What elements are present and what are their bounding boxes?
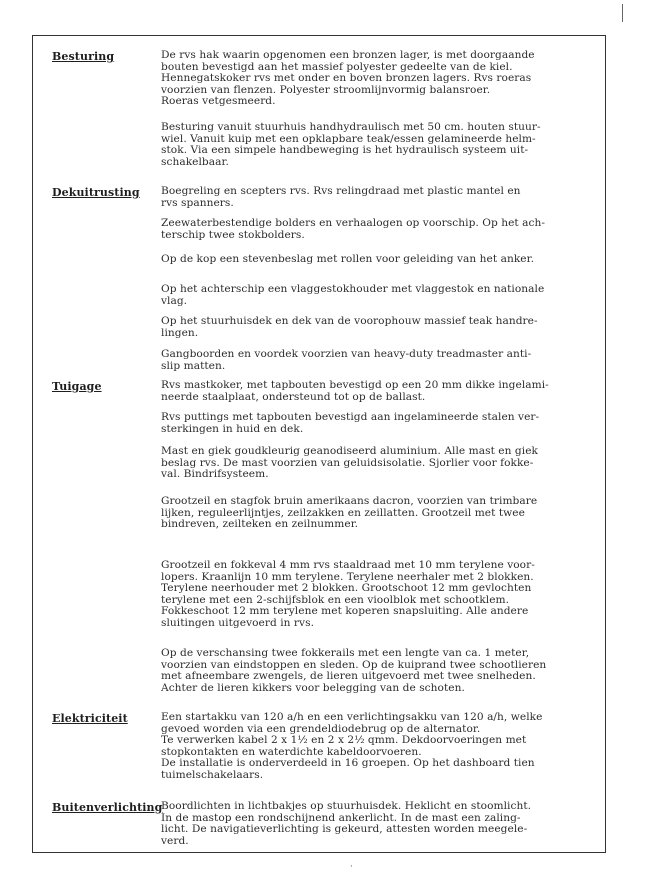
paragraph: Boegreling en scepters rvs. Rvs relingdraad met plastic mantel en rvs spanners.	[161, 185, 521, 209]
section-heading: Tuigage	[52, 380, 102, 393]
section-heading: Besturing	[52, 50, 115, 63]
paragraph: Op de verschansing twee fokkerails met een lengte van ca. 1 meter, voorzien van eindstoppen en sleden. Op de kuiprand twee schootlieren met afneembare zwengels, de lieren uitgevoerd met twee snelheden. Achter de lieren kikkers voor belegging van de schoten.	[161, 647, 547, 694]
paragraph: De rvs hak waarin opgenomen een bronzen lager, is met doorgaande bouten bevestigd aan het massief polyester gedeelte van de kiel. Hennegatskoker rvs met onder en boven bronzen lagers. Rvs roeras voorzien van flenzen. Polyester stroomlijnvormig balansroer. Roeras vetgesmeerd.	[161, 49, 535, 107]
section-heading: Buitenverlichting	[52, 801, 163, 814]
paragraph: Rvs puttings met tapbouten bevestigd aan ingelamineerde stalen ver- sterkingen in huid en dek.	[161, 411, 540, 435]
paragraph: Op het achterschip een vlaggestokhouder met vlaggestok en nationale vlag.	[161, 283, 545, 307]
paragraph: Gangboorden en voordek voorzien van heavy-duty treadmaster anti- slip matten.	[161, 348, 532, 372]
section-heading: Dekuitrusting	[52, 186, 140, 199]
document-frame	[32, 35, 606, 853]
paragraph: Boordlichten in lichtbakjes op stuurhuisdek. Heklicht en stoomlicht. In de mastop een rondschijnend ankerlicht. In de mast een zaling- licht. De navigatieverlichting is gekeurd, attesten worden meegele- verd.	[161, 800, 532, 847]
paragraph: Grootzeil en stagfok bruin amerikaans dacron, voorzien van trimbare lijken, reguleerlijntjes, zeilzakken en zeillatten. Grootzeil met twee bindreven, zeilteken en zeilnummer.	[161, 495, 538, 530]
scan-dot: ·	[350, 862, 353, 872]
paragraph: Grootzeil en fokkeval 4 mm rvs staaldraad met 10 mm terylene voor- lopers. Kraanlijn 10 mm terylene. Terylene neerhaler met 2 blokken. Terylene neerhouder met 2 blokken. Grootschoot 12 mm gevlochten terylene met een 2-schijfsblok en een vioolblok met schootklem. Fokkeschoot 12 mm terylene met koperen snapsluiting. Alle andere sluitingen uitgevoerd in rvs.	[161, 559, 535, 629]
paragraph: Mast en giek goudkleurig geanodiseerd aluminium. Alle mast en giek beslag rvs. De mast voorzien van geluidsisolatie. Sjorlier voor fokke- val. Bindrifsysteem.	[161, 445, 538, 480]
paragraph: Een startakku van 120 a/h en een verlichtingsakku van 120 a/h, welke gevoed worden via een grendeldiodebrug op de alternator. Te verwerken kabel 2 x 1½ en 2 x 2½ qmm. Dekdoorvoeringen met stopkontakten en waterdichte kabeldoorvoeren. De installatie is onderverdeeld in 16 groepen. Op het dashboard tien tuimelschakelaars.	[161, 711, 543, 781]
paragraph: Rvs mastkoker, met tapbouten bevestigd op een 20 mm dikke ingelami- neerde staalplaat, ondersteund tot op de ballast.	[161, 379, 549, 403]
paragraph: Besturing vanuit stuurhuis handhydraulisch met 50 cm. houten stuur- wiel. Vanuit kuip met een opklapbare teak/essen gelamineerde helm- stok. Via een simpele handbeweging is het hydraulisch systeem uit- schakelbaar.	[161, 121, 541, 168]
paragraph: Zeewaterbestendige bolders en verhaalogen op voorschip. Op het ach- terschip twee stokbolders.	[161, 217, 545, 241]
paragraph: Op de kop een stevenbeslag met rollen voor geleiding van het anker.	[161, 253, 534, 265]
paragraph: Op het stuurhuisdek en dek van de voorophouw massief teak handre- lingen.	[161, 315, 538, 339]
section-heading: Elektriciteit	[52, 712, 128, 725]
scan-mark	[622, 4, 623, 22]
